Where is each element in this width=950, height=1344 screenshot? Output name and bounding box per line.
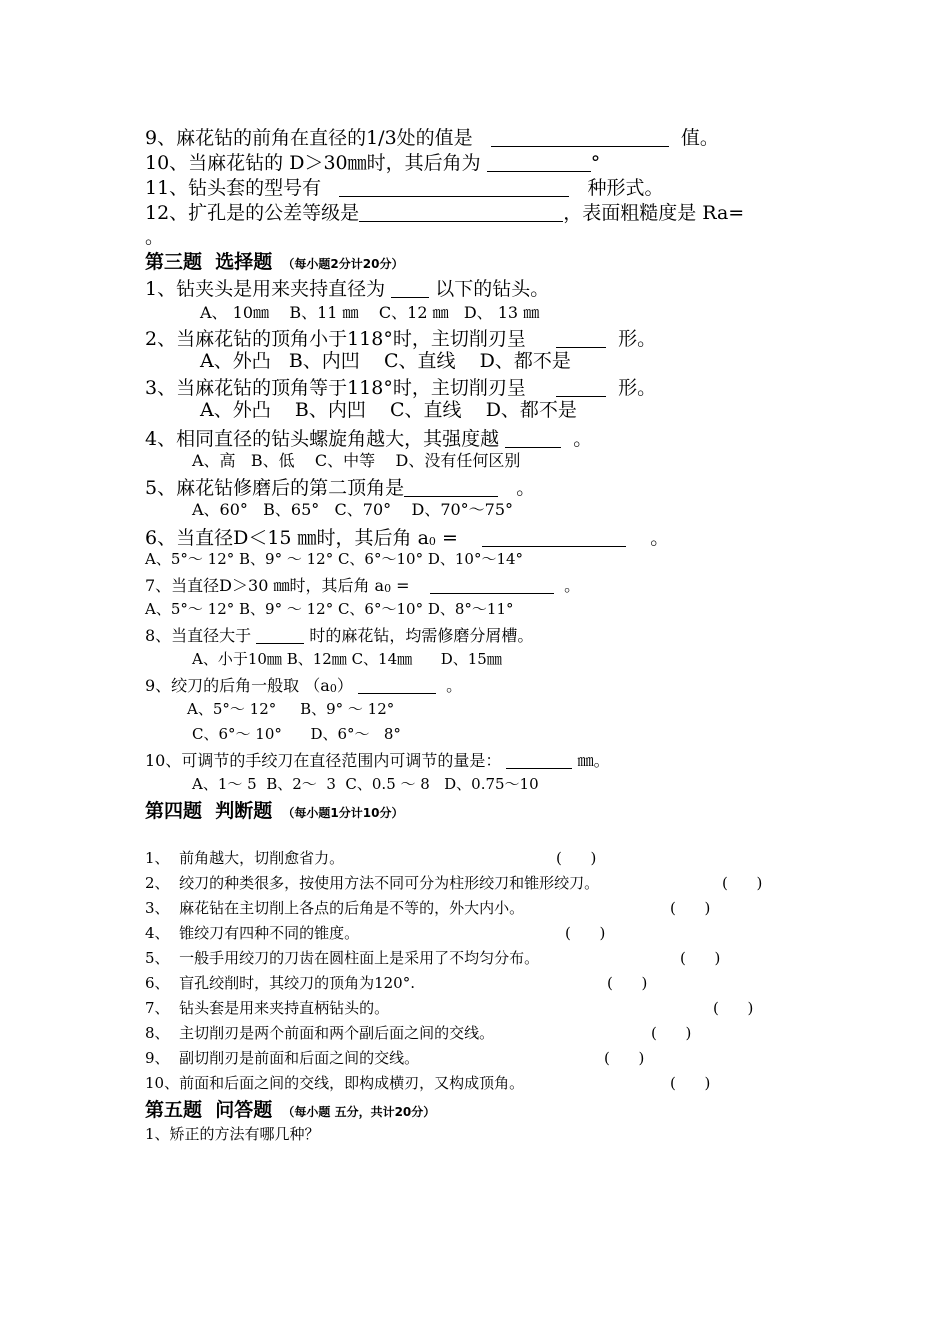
choice-options-1: A、 10㎜ B、11 ㎜ C、12 ㎜ D、 13 ㎜ xyxy=(200,303,540,322)
answer-paren[interactable]: ( ) xyxy=(607,974,648,992)
choice-question-4: 4、相同直径的钻头螺旋角越大，其强度越 。 xyxy=(145,428,593,450)
answer-blank[interactable] xyxy=(358,677,436,694)
section-4-header xyxy=(145,802,403,821)
section-title: 第四题 判断题 xyxy=(145,800,273,822)
answer-blank[interactable] xyxy=(256,627,304,644)
choice-options-8: A、小于10㎜ B、12㎜ C、14㎜ D、15㎜ xyxy=(192,650,502,668)
section-note: （每小题2分计20分） xyxy=(282,257,404,271)
fill-question-11: 11、钻头套的型号有 种形式。 xyxy=(145,177,664,199)
answer-blank[interactable] xyxy=(391,278,429,298)
section-note: （每小题 五分，共计20分） xyxy=(282,1105,436,1119)
answer-paren[interactable]: ( ) xyxy=(565,924,606,942)
answer-blank[interactable] xyxy=(404,477,498,497)
judge-item: 3、 麻花钻在主切削上各点的后角是不等的，外大内小。 xyxy=(145,899,525,917)
answer-blank[interactable] xyxy=(506,752,572,769)
section-title: 第三题 选择题 xyxy=(145,251,273,273)
section-5-header xyxy=(145,1101,435,1120)
answer-blank[interactable] xyxy=(430,577,554,594)
choice-question-6: 6、当直径D＜15 ㎜时，其后角 a0 = 。 xyxy=(145,527,670,549)
answer-blank[interactable] xyxy=(556,377,606,397)
answer-paren[interactable]: ( ) xyxy=(651,1024,692,1042)
choice-options-7: A、5°～ 12° B、9° ～ 12° C、6°～10° D、8°～11° xyxy=(145,600,514,618)
choice-options-5: A、60° B、65° C、70° D、70°～75° xyxy=(192,500,514,519)
answer-paren[interactable]: ( ) xyxy=(670,1074,711,1092)
judge-item: 8、 主切削刃是两个前面和两个副后面之间的交线。 xyxy=(145,1024,495,1042)
choice-question-5: 5、麻花钻修磨后的第二顶角是 。 xyxy=(145,477,536,499)
answer-blank[interactable] xyxy=(359,202,563,222)
fill-question-12-end: 。 xyxy=(145,226,165,248)
judge-item: 2、 绞刀的种类很多，按使用方法不同可分为柱形绞刀和锥形绞刀。 xyxy=(145,874,600,892)
choice-options-9a: A、5°～ 12° B、9° ～ 12° xyxy=(187,700,395,718)
choice-question-8: 8、当直径大于 时的麻花钻，均需修磨分屑槽。 xyxy=(145,626,534,645)
choice-question-1: 1、钻夹头是用来夹持直径为 以下的钻头。 xyxy=(145,278,550,300)
choice-options-9b: C、6°～ 10° D、6°～ 8° xyxy=(192,725,401,743)
choice-question-2: 2、当麻花钻的顶角小于118°时，主切削刃呈 形。 xyxy=(145,328,657,350)
choice-options-2: A、外凸 B、内凹 C、直线 D、都不是 xyxy=(200,350,571,372)
choice-question-9: 9、绞刀的后角一般取 （a0） 。 xyxy=(145,676,463,695)
answer-blank[interactable] xyxy=(487,152,591,172)
choice-question-7: 7、当直径D＞30 ㎜时，其后角 a0 = 。 xyxy=(145,576,581,595)
choice-options-4: A、高 B、低 C、中等 D、没有任何区别 xyxy=(192,451,521,470)
fill-question-10: 10、当麻花钻的 D＞30㎜时，其后角为 ° xyxy=(145,152,601,174)
choice-options-10: A、1～ 5 B、2～ 3 C、0.5 ～ 8 D、0.75～10 xyxy=(192,775,539,793)
answer-blank[interactable] xyxy=(505,428,561,448)
answer-blank[interactable] xyxy=(491,127,669,147)
choice-options-3: A、外凸 B、内凹 C、直线 D、都不是 xyxy=(200,399,577,421)
answer-blank[interactable] xyxy=(339,177,569,197)
choice-question-3: 3、当麻花钻的顶角等于118°时，主切削刃呈 形。 xyxy=(145,377,657,399)
fill-question-9: 9、麻花钻的前角在直径的1/3处的值是 值。 xyxy=(145,127,719,149)
judge-item: 1、 前角越大，切削愈省力。 xyxy=(145,849,345,867)
answer-paren[interactable]: ( ) xyxy=(604,1049,645,1067)
choice-question-10: 10、可调节的手绞刀在直径范围内可调节的量是： ㎜。 xyxy=(145,751,610,770)
answer-paren[interactable]: ( ) xyxy=(713,999,754,1017)
answer-paren[interactable]: ( ) xyxy=(670,899,711,917)
answer-paren[interactable]: ( ) xyxy=(680,949,721,967)
judge-item: 7、 钻头套是用来夹持直柄钻头的。 xyxy=(145,999,390,1017)
answer-blank[interactable] xyxy=(556,328,606,348)
answer-blank[interactable] xyxy=(482,527,626,547)
fill-question-12: 12、扩孔是的公差等级是 ，表面粗糙度是 Ra= xyxy=(145,202,745,224)
essay-question-1: 1、矫正的方法有哪几种？ xyxy=(145,1125,320,1143)
choice-options-6: A、5°～ 12° B、9° ～ 12° C、6°～10° D、10°～14° xyxy=(145,550,524,568)
answer-paren[interactable]: ( ) xyxy=(556,849,597,867)
answer-paren[interactable]: ( ) xyxy=(722,874,763,892)
judge-item: 10、前面和后面之间的交线，即构成横刃，又构成顶角。 xyxy=(145,1074,525,1092)
judge-item: 5、 一般手用绞刀的刀齿在圆柱面上是采用了不均匀分布。 xyxy=(145,949,540,967)
judge-item: 4、 锥绞刀有四种不同的锥度。 xyxy=(145,924,360,942)
judge-item: 9、 副切削刃是前面和后面之间的交线。 xyxy=(145,1049,420,1067)
judge-item: 6、 盲孔绞削时，其绞刀的顶角为120°. xyxy=(145,974,415,992)
section-title: 第五题 问答题 xyxy=(145,1099,273,1121)
section-3-header xyxy=(145,253,403,272)
section-note: （每小题1分计10分） xyxy=(282,806,404,820)
